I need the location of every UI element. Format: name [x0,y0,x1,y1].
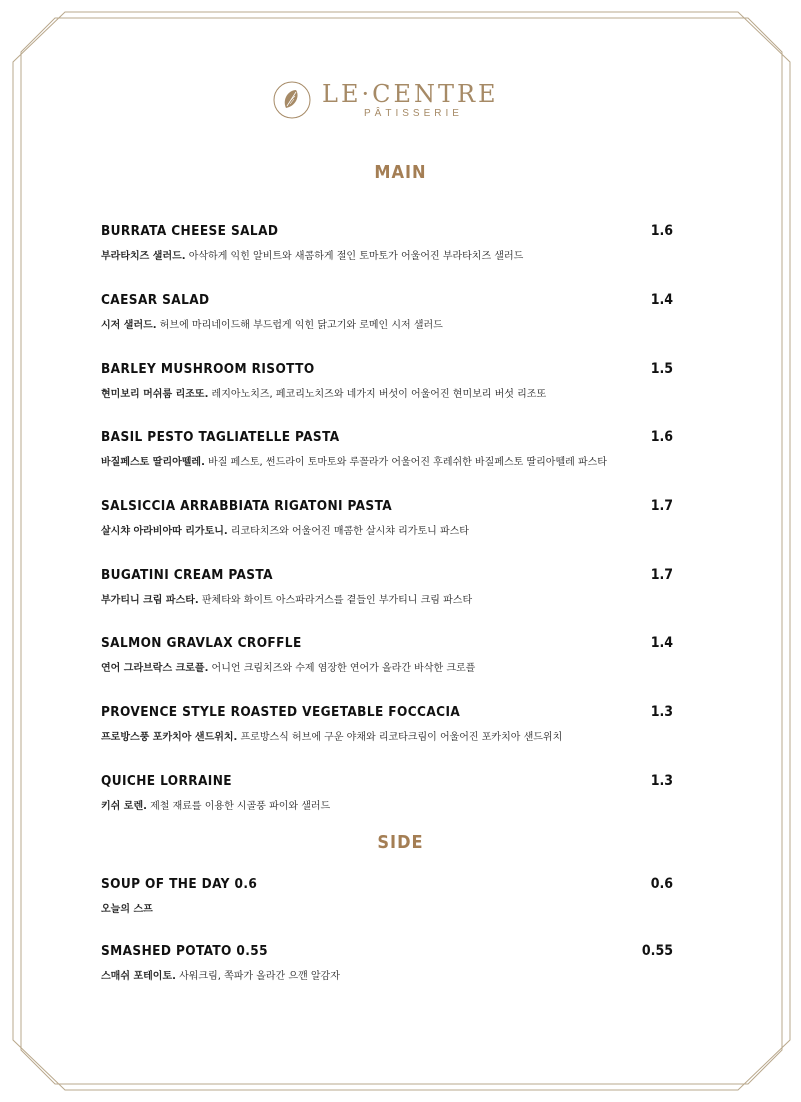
item-description-name: 바질페스토 딸리아뗄레. [101,457,205,468]
item-name: CAESAR SALAD [101,292,210,308]
item-description [101,385,546,400]
item-price: 1.7 [650,567,673,583]
item-name: PROVENCE STYLE ROASTED VEGETABLE FOCCACIA [101,704,461,720]
item-description-text: 리코타치즈와 어울어진 매콤한 살시챠 리가토니 파스타 [227,526,469,537]
item-description [101,522,469,537]
item-name: SMASHED POTATO 0.55 [101,943,268,959]
item-name: BUGATINI CREAM PASTA [101,567,273,583]
item-description-name: 오늘의 스프 [101,904,153,915]
item-description-name: 현미보리 머쉬룸 리조또. [101,389,209,400]
item-description-name: 스매쉬 포테이토. [101,971,176,982]
item-price: 1.7 [650,498,673,514]
item-price: 1.6 [650,429,673,445]
item-description-name: 키쉬 로렌. [101,801,147,812]
item-description-name: 프로방스풍 포카치아 샌드위치. [101,732,238,743]
item-description-name: 부가티니 크림 파스타. [101,595,199,606]
item-price: 1.5 [650,361,673,377]
item-name: BARLEY MUSHROOM RISOTTO [101,361,315,377]
item-description [101,900,153,915]
item-price: 1.6 [650,223,673,239]
item-description-text: 프로방스식 허브에 구운 야채와 리코타크림이 어울어진 포카치아 샌드위치 [237,732,563,743]
brand-logo [272,80,512,124]
item-description [101,728,562,743]
item-description-name: 시저 샐러드. [101,320,157,331]
item-description-text: 아삭하게 익힌 알비트와 새콤하게 절인 토마토가 어울어진 부라타치즈 샐러드 [185,251,524,262]
item-description-text: 제철 재료를 이용한 시골풍 파이와 샐러드 [146,801,331,812]
item-price: 1.4 [650,635,673,651]
item-price: 1.3 [650,704,673,720]
item-description-text: 어니언 크림치즈와 수제 염장한 연어가 올라간 바삭한 크로플 [208,663,476,674]
item-description-text: 사워크림, 쪽파가 올라간 으깬 알감자 [175,971,340,982]
item-description-text: 판체타와 화이트 아스파라거스를 곁들인 부가티니 크림 파스타 [198,595,473,606]
item-description-name: 살시챠 아라비아따 리가토니. [101,526,228,537]
item-description-text: 바질 페스토, 썬드라이 토마토와 루꼴라가 어울어진 후레쉬한 바질페스토 딸리아뗄레 파스타 [204,457,607,468]
item-price: 1.3 [650,773,673,789]
cocoa-pod-icon [272,80,312,120]
item-description [101,967,340,982]
item-name: BASIL PESTO TAGLIATELLE PASTA [101,429,340,445]
item-name: QUICHE LORRAINE [101,773,232,789]
item-description [101,659,475,674]
item-description [101,797,330,812]
item-name: SOUP OF THE DAY 0.6 [101,876,258,892]
item-name: SALSICCIA ARRABBIATA RIGATONI PASTA [101,498,393,514]
item-description-name: 연어 그라브락스 크로플. [101,663,209,674]
item-description [101,591,472,606]
item-description-text: 허브에 마리네이드해 부드럽게 익힌 닭고기와 로메인 시저 샐러드 [156,320,443,331]
item-name: SALMON GRAVLAX CROFFLE [101,635,302,651]
section-title-main: MAIN [374,162,427,183]
item-description-text: 레지아노치즈, 페코리노치즈와 네가지 버섯이 어울어진 현미보리 버섯 리조또 [208,389,547,400]
item-description-name: 부라타치즈 샐러드. [101,251,186,262]
brand-title: LE·CENTRE [322,80,499,108]
item-price: 0.6 [650,876,673,892]
section-title-side: SIDE [377,832,424,853]
item-description [101,247,523,262]
item-price: 1.4 [650,292,673,308]
item-description [101,316,443,331]
item-name: BURRATA CHEESE SALAD [101,223,279,239]
brand-subtitle: PÂTISSERIE [364,108,463,119]
item-price: 0.55 [641,943,673,959]
item-description [101,453,607,468]
